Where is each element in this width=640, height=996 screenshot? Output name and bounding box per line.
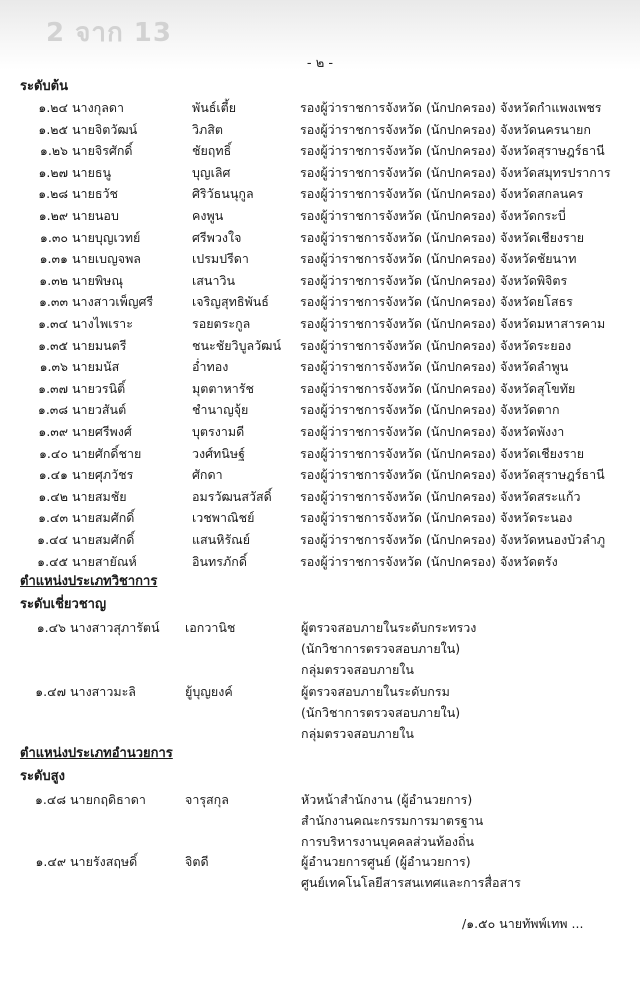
official-row — [0, 444, 640, 464]
official-last-name: คงพูน — [192, 208, 224, 223]
item-number: ๑.๒๔ — [38, 100, 68, 115]
official-position: รองผู้ว่าราชการจังหวัด (นักปกครอง) จังหวัดชัยนาท — [300, 251, 577, 267]
position-line — [0, 724, 640, 744]
official-last-name: วิภสิต — [192, 121, 224, 137]
official-first-name: นายศักดิ์ชาย — [72, 445, 142, 461]
official-position: รองผู้ว่าราชการจังหวัด (นักปกครอง) จังหวัดสมุทรปราการ — [300, 164, 611, 180]
official-position: รองผู้ว่าราชการจังหวัด (นักปกครอง) จังหวัดหนองบัวลำภู — [300, 532, 606, 547]
page-watermark: 2 จาก 13 — [46, 18, 172, 48]
official-row — [0, 141, 640, 161]
official-first-name: นายสายัณห์ — [72, 553, 137, 569]
official-last-name: ยู้บุญยงค์ — [185, 684, 233, 699]
official-position: ผู้ตรวจสอบภายในระดับกรม — [301, 684, 450, 699]
official-position: รองผู้ว่าราชการจังหวัด (นักปกครอง) จังหวัดกระบี่ — [300, 208, 566, 223]
official-position: (นักวิชาการตรวจสอบภายใน) — [301, 705, 461, 720]
official-last-name: บุตรงามดี — [192, 424, 245, 439]
continuation-note: /๑.๕๐ นายทัพพ์เทพ ... — [462, 916, 584, 931]
item-number: ๑.๔๒ — [38, 488, 68, 504]
official-last-name: เสนาวิน — [192, 272, 236, 288]
official-first-name: นายสมศักดิ์ — [72, 532, 135, 547]
item-number: ๑.๓๓ — [39, 294, 68, 310]
official-row — [0, 120, 640, 140]
item-number: ๑.๓๖ — [39, 359, 68, 375]
item-number: ๑.๔๓ — [38, 510, 68, 526]
item-number: ๑.๔๗ — [35, 684, 66, 699]
official-last-name: เจริญสุทธิพันธ์ — [192, 294, 269, 310]
official-position: รองผู้ว่าราชการจังหวัด (นักปกครอง) จังหวัดเชียงราย — [300, 229, 585, 245]
official-row — [0, 184, 640, 204]
official-position: รองผู้ว่าราชการจังหวัด (นักปกครอง) จังหวัดตาก — [300, 402, 560, 418]
official-position: สำนักงานคณะกรรมการมาตรฐาน — [301, 813, 484, 828]
official-first-name: นายวสันต์ — [72, 402, 127, 418]
official-row — [0, 508, 640, 528]
official-position: รองผู้ว่าราชการจังหวัด (นักปกครอง) จังหวัดสระแก้ว — [300, 488, 581, 504]
official-last-name: พันธ์เตี้ย — [192, 100, 237, 115]
official-row — [0, 465, 640, 485]
official-first-name: นายรังสฤษดิ์ — [70, 854, 138, 869]
official-last-name: ชำนาญจุ้ย — [192, 402, 249, 418]
item-number: ๑.๔๑ — [38, 467, 68, 483]
official-position: รองผู้ว่าราชการจังหวัด (นักปกครอง) จังหวัดกำแพงเพชร — [300, 100, 602, 115]
official-last-name: อ่ำทอง — [192, 359, 229, 375]
official-position: ผู้ตรวจสอบภายในระดับกระทรวง — [301, 620, 477, 635]
official-row — [0, 357, 640, 377]
position-line — [0, 873, 640, 893]
item-number: ๑.๒๙ — [38, 208, 68, 223]
official-first-name: นายธวัช — [72, 186, 119, 202]
official-first-name: นายจิตวัฒน์ — [72, 121, 138, 137]
official-last-name: เอกวานิช — [185, 620, 236, 635]
official-row — [0, 530, 640, 550]
official-last-name: ชัยฤทธิ์ — [192, 143, 232, 159]
item-number: ๑.๔๘ — [34, 792, 66, 807]
official-first-name: นายนอบ — [72, 208, 119, 223]
official-last-name: ศรีพวงใจ — [192, 229, 242, 245]
official-last-name: เปรมปรีดา — [192, 251, 249, 267]
item-number: ๑.๔๙ — [35, 854, 66, 869]
official-first-name: นางสาวสุภารัตน์ — [70, 620, 160, 635]
official-position: ศูนย์เทคโนโลยีสารสนเทศและการสื่อสาร — [301, 875, 521, 890]
item-number: ๑.๒๘ — [38, 186, 68, 202]
official-last-name: ศักดา — [192, 467, 223, 483]
official-position: รองผู้ว่าราชการจังหวัด (นักปกครอง) จังหวัดเชียงราย — [300, 445, 585, 461]
official-first-name: นายมนัส — [72, 359, 120, 375]
official-position: รองผู้ว่าราชการจังหวัด (นักปกครอง) จังหวัดพังงา — [300, 424, 565, 439]
item-number: ๑.๓๗ — [38, 380, 68, 396]
item-number: ๑.๓๘ — [37, 402, 68, 418]
official-first-name: นายมนตรี — [72, 337, 127, 353]
official-first-name: นายศุภวัชร — [72, 467, 134, 483]
official-last-name: จิตดี — [185, 854, 209, 869]
official-first-name: นายวรนิติ์ — [72, 380, 126, 396]
official-row — [0, 163, 640, 183]
position-line — [0, 790, 640, 810]
official-last-name: เวชพาณิชย์ — [192, 510, 255, 526]
position-line — [0, 682, 640, 702]
section-level-heading: ระดับสูง — [20, 769, 65, 784]
official-first-name: นายพิษณุ — [72, 272, 123, 288]
official-first-name: นายสมชัย — [72, 488, 127, 504]
position-line — [0, 852, 640, 872]
official-position: รองผู้ว่าราชการจังหวัด (นักปกครอง) จังหวัดสุราษฎร์ธานี — [300, 143, 605, 159]
official-row — [0, 400, 640, 420]
item-number: ๑.๓๕ — [38, 337, 68, 353]
official-last-name: มุตตาหารัช — [192, 380, 254, 396]
position-line — [0, 832, 640, 852]
official-first-name: นายเบญจพล — [72, 251, 141, 267]
official-row — [0, 271, 640, 291]
official-last-name: แสนหิรัณย์ — [192, 532, 251, 547]
official-position: กลุ่มตรวจสอบภายใน — [301, 662, 414, 677]
official-position: กลุ่มตรวจสอบภายใน — [301, 726, 414, 741]
official-position: รองผู้ว่าราชการจังหวัด (นักปกครอง) จังหวัดลำพูน — [300, 359, 569, 375]
position-line — [0, 660, 640, 680]
official-first-name: นางกุลดา — [72, 100, 125, 115]
position-line — [0, 703, 640, 723]
official-first-name: นายกฤดิธาดา — [70, 792, 146, 807]
item-number: ๑.๒๕ — [38, 121, 68, 137]
official-position: รองผู้ว่าราชการจังหวัด (นักปกครอง) จังหวัดยโสธร — [300, 294, 573, 310]
official-position: หัวหน้าสำนักงาน (ผู้อำนวยการ) — [301, 792, 473, 807]
item-number: ๑.๓๙ — [38, 424, 68, 439]
item-number: ๑.๓๑ — [39, 251, 68, 267]
official-row — [0, 487, 640, 507]
official-last-name: บุญเลิศ — [192, 164, 231, 180]
official-last-name: รอยตระกูล — [192, 316, 251, 331]
official-row — [0, 336, 640, 356]
section-level-heading: ระดับเชี่ยวชาญ — [20, 597, 107, 612]
official-first-name: นางไพเราะ — [72, 316, 133, 331]
official-last-name: อมรวัฒนสวัสดิ์ — [192, 488, 272, 504]
item-number: ๑.๓๒ — [39, 272, 68, 288]
official-last-name: จารุสกุล — [185, 792, 229, 807]
item-number: ๑.๔๕ — [37, 553, 68, 569]
official-position: รองผู้ว่าราชการจังหวัด (นักปกครอง) จังหวัดมหาสารคาม — [300, 316, 606, 331]
official-first-name: นางสาวเพ็ญศรี — [72, 294, 154, 310]
official-position: รองผู้ว่าราชการจังหวัด (นักปกครอง) จังหวัดระนอง — [300, 510, 573, 526]
official-position: รองผู้ว่าราชการจังหวัด (นักปกครอง) จังหวัดพิจิตร — [300, 272, 568, 288]
item-number: ๑.๒๗ — [38, 164, 68, 180]
official-last-name: อินทรภักดิ์ — [192, 553, 247, 569]
official-position: ผู้อำนวยการศูนย์ (ผู้อำนวยการ) — [301, 854, 471, 869]
official-last-name: วงศ์ทนิษฐ์ — [192, 445, 245, 461]
official-position: การบริหารงานบุคคลส่วนท้องถิ่น — [301, 834, 475, 849]
official-row — [0, 292, 640, 312]
official-position: รองผู้ว่าราชการจังหวัด (นักปกครอง) จังหวัดระยอง — [300, 337, 572, 353]
official-last-name: ชนะชัยวิบูลวัฒน์ — [192, 337, 282, 353]
section-level-heading: ระดับต้น — [20, 79, 68, 94]
official-row — [0, 422, 640, 442]
official-row — [0, 206, 640, 226]
official-row — [0, 314, 640, 334]
official-first-name: นายสมศักดิ์ — [72, 510, 135, 526]
official-first-name: นายธนู — [72, 164, 112, 180]
position-line — [0, 639, 640, 659]
official-first-name: นายศรีพงศ์ — [72, 424, 132, 439]
official-position: รองผู้ว่าราชการจังหวัด (นักปกครอง) จังหวัดนครนายก — [300, 121, 591, 137]
position-line — [0, 811, 640, 831]
item-number: ๑.๔๖ — [36, 620, 66, 635]
official-position: รองผู้ว่าราชการจังหวัด (นักปกครอง) จังหวัดสกลนคร — [300, 186, 584, 202]
official-row — [0, 228, 640, 248]
official-position: รองผู้ว่าราชการจังหวัด (นักปกครอง) จังหวัดตรัง — [300, 553, 558, 569]
official-first-name: นายจิรศักดิ์ — [72, 143, 133, 159]
section-type-heading: ตำแหน่งประเภทวิชาการ — [20, 574, 158, 589]
official-row — [0, 379, 640, 399]
item-number: ๑.๓๐ — [39, 229, 68, 245]
official-row — [0, 552, 640, 572]
page-number: - ๒ - — [306, 56, 334, 71]
official-row — [0, 249, 640, 269]
official-position: (นักวิชาการตรวจสอบภายใน) — [301, 641, 461, 656]
item-number: ๑.๓๔ — [38, 316, 68, 331]
official-position: รองผู้ว่าราชการจังหวัด (นักปกครอง) จังหวัดสุราษฎร์ธานี — [300, 467, 605, 483]
official-row — [0, 98, 640, 118]
official-first-name: นายบุญเวทย์ — [72, 229, 141, 245]
section-type-heading: ตำแหน่งประเภทอำนวยการ — [20, 746, 173, 761]
item-number: ๑.๔๔ — [37, 532, 68, 547]
official-last-name: ศิริวัธนนุกูล — [192, 186, 254, 202]
official-position: รองผู้ว่าราชการจังหวัด (นักปกครอง) จังหวัดสุโขทัย — [300, 380, 576, 396]
official-first-name: นางสาวมะลิ — [70, 684, 136, 699]
item-number: ๑.๔๐ — [39, 445, 68, 461]
item-number: ๑.๒๖ — [39, 143, 68, 159]
position-line — [0, 618, 640, 638]
